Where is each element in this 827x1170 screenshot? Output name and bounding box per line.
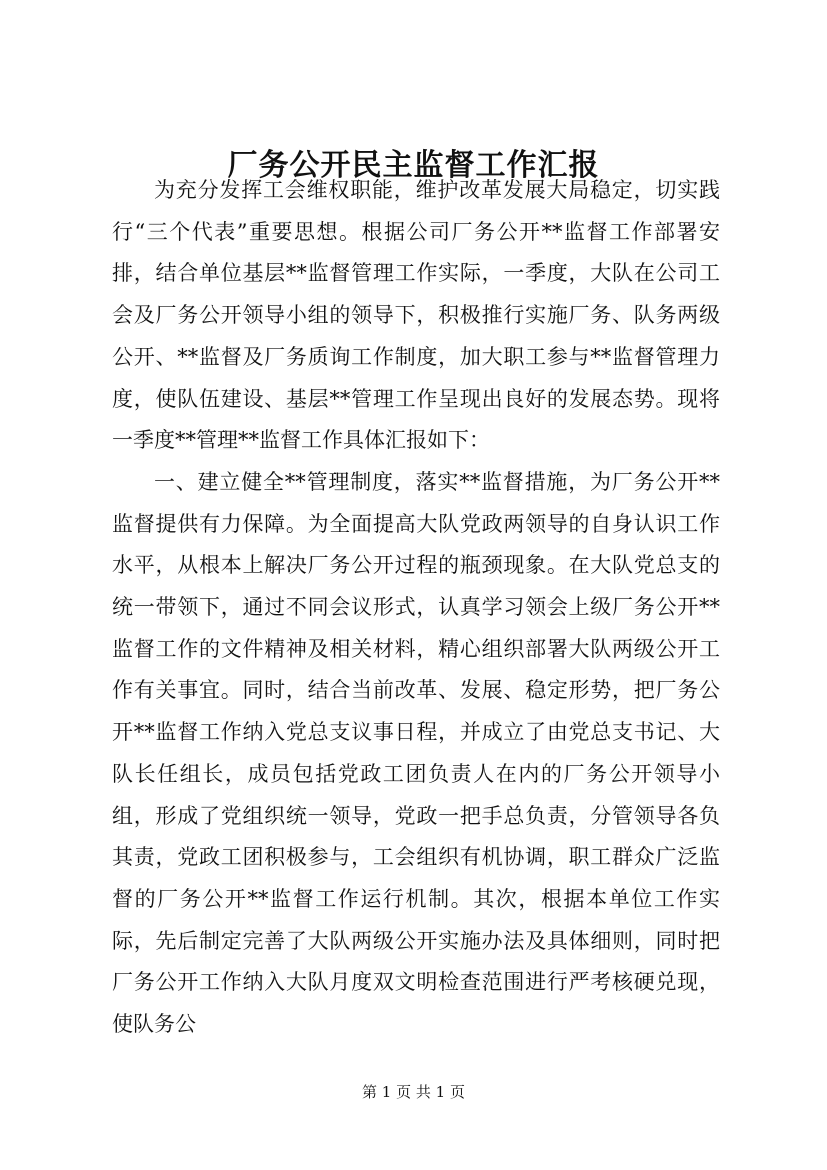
- paragraph-intro: 为充分发挥工会维权职能，维护改革发展大局稳定，切实践行“三个代表”重要思想。根据公司厂务公开**监督工作部署安排，结合单位基层**监督管理工作实际，一季度，大队在公司工会及厂务公开领导小组的领导下，积极推行实施厂务、队务两级公开、**监督及厂务质询工作制度，加大职工参与**监督管理力度，使队伍建设、基层**管理工作呈现出良好的发展态势。现将一季度**管理**监督工作具体汇报如下：: [112, 178, 720, 453]
- page-footer: 第 1 页 共 1 页: [362, 1083, 465, 1101]
- document-body: [112, 170, 720, 1046]
- paragraph-section-1: 一、建立健全**管理制度，落实**监督措施，为厂务公开**监督提供有力保障。为全面提高大队党政两领导的自身认识工作水平，从根本上解决厂务公开过程的瓶颈现象。在大队党总支的统一带领下，通过不同会议形式，认真学习领会上级厂务公开**监督工作的文件精神及相关材料，精心组织部署大队两级公开工作有关事宜。同时，结合当前改革、发展、稳定形势，把厂务公开**监督工作纳入党总支议事日程，并成立了由党总支书记、大队长任组长，成员包括党政工团负责人在内的厂务公开领导小组，形成了党组织统一领导，党政一把手总负责，分管领导各负其责，党政工团积极参与，工会组织有机协调，职工群众广泛监督的厂务公开**监督工作运行机制。其次，根据本单位工作实际，先后制定完善了大队两级公开实施办法及具体细则，同时把厂务公开工作纳入大队月度双文明检查范围进行严考核硬兑现，使队务公: [112, 469, 720, 1037]
- document-title: 厂务公开民主监督工作汇报: [227, 148, 600, 183]
